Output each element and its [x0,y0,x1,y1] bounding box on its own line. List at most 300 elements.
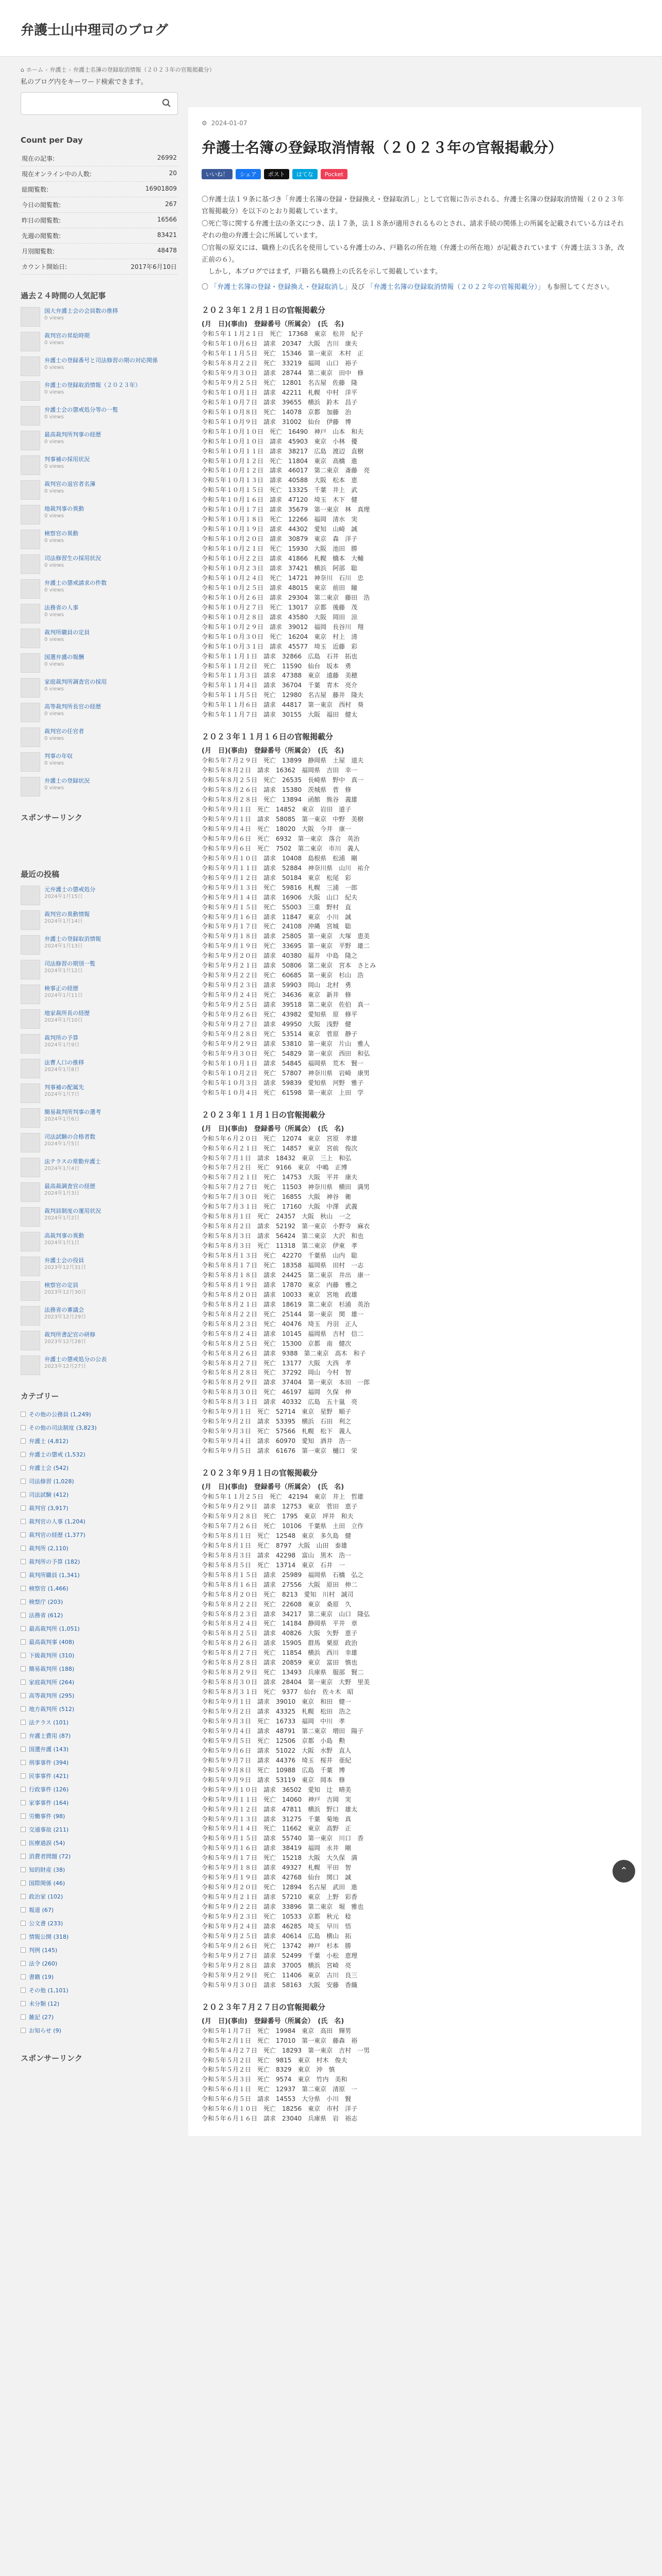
breadcrumb-category[interactable]: 弁護士 [49,66,67,73]
category-item[interactable] [21,1541,178,1555]
category-checkbox[interactable] [21,1653,26,1658]
category-label[interactable]: 最高裁判事 (408) [29,1639,75,1646]
ranking-thumbnail[interactable] [21,406,40,426]
category-checkbox[interactable] [21,1412,26,1417]
recent-post-item[interactable] [21,935,178,955]
recent-post-link[interactable]: 法曹人口の推移 [44,1059,84,1066]
category-label[interactable]: 雑記 (27) [29,2014,54,2021]
recent-post-thumbnail[interactable] [21,1207,40,1227]
category-item[interactable] [21,1917,178,1930]
category-checkbox[interactable] [21,1519,26,1524]
category-checkbox[interactable] [21,1693,26,1698]
category-label[interactable]: 地方裁判所 (512) [29,1706,75,1713]
recent-post-link[interactable]: 弁護士の登録取消情報 [44,936,101,942]
category-checkbox[interactable] [21,1546,26,1551]
category-checkbox[interactable] [21,1680,26,1685]
recent-post-link[interactable]: 最高裁調査官の経歴 [44,1183,95,1190]
section-header-row: (月 日)(事由) 登録番号（所属会） (氏 名) [202,2017,344,2025]
category-label[interactable]: 書籍 (19) [29,1974,54,1980]
category-item[interactable] [21,1582,178,1595]
category-item[interactable] [21,1448,178,1461]
recent-post-link[interactable]: 裁判員制度の運用状況 [44,1208,101,1214]
recent-post-link[interactable]: 司法修習の期別一覧 [44,960,95,967]
category-item[interactable] [21,1729,178,1742]
recent-post-link[interactable]: 司法試験の合格者数 [44,1133,95,1140]
recent-post-thumbnail[interactable] [21,1059,40,1078]
recent-post-thumbnail[interactable] [21,985,40,1004]
ranking-link[interactable]: 家庭裁判所調査官の採用 [44,679,107,685]
recent-post-link[interactable]: 弁護士会の役員 [44,1257,84,1264]
ranking-link[interactable]: 裁判官の昇給時期 [44,332,90,339]
recent-post-item[interactable] [21,1355,178,1375]
category-checkbox[interactable] [21,1867,26,1872]
ranking-thumbnail[interactable] [21,332,40,351]
category-item[interactable] [21,2024,178,2037]
ranking-item[interactable] [21,307,178,327]
recent-post-item[interactable] [21,1009,178,1029]
ranking-item[interactable] [21,480,178,500]
category-label[interactable]: その他の公務員 (1,249) [29,1411,91,1418]
recent-post-link[interactable]: 弁護士の懲戒処分の公表 [44,1356,107,1363]
category-label[interactable]: 下級裁判所 (310) [29,1652,75,1659]
category-label[interactable]: 家庭裁判所 (264) [29,1679,75,1686]
category-item[interactable] [21,1863,178,1876]
ranking-thumbnail[interactable] [21,727,40,747]
category-checkbox[interactable] [21,1773,26,1778]
category-checkbox[interactable] [21,1666,26,1671]
category-checkbox[interactable] [21,1720,26,1725]
category-label[interactable]: 裁判所 (2,110) [29,1545,69,1552]
ranking-item[interactable] [21,604,178,623]
recent-post-item[interactable] [21,1232,178,1251]
recent-post-thumbnail[interactable] [21,1232,40,1251]
chevron-up-icon: ⌃ [620,1866,628,1876]
category-item[interactable] [21,1595,178,1608]
ranking-link[interactable]: 法務省の人事 [44,604,78,611]
recent-post-thumbnail[interactable] [21,1009,40,1029]
category-checkbox[interactable] [21,1880,26,1886]
ranking-views: 0 views [44,414,64,420]
category-item[interactable] [21,1997,178,2010]
category-item[interactable] [21,1836,178,1850]
category-item[interactable] [21,1434,178,1448]
category-label[interactable]: 法令 (260) [29,1960,58,1967]
ranking-item[interactable] [21,530,178,549]
ranking-item[interactable] [21,332,178,351]
recent-post-thumbnail[interactable] [21,1182,40,1202]
back-to-top-button[interactable] [613,1860,635,1883]
category-item[interactable] [21,1796,178,1809]
recent-post-link[interactable]: 法テラスの常勤弁護士 [44,1158,101,1165]
category-checkbox[interactable] [21,1974,26,1979]
ranking-thumbnail[interactable] [21,455,40,475]
recent-post-thumbnail[interactable] [21,935,40,955]
category-item[interactable] [21,1568,178,1582]
record-row: 令和５年９月２２日 請求 33896 第二東京 堀 雅也 [202,1903,364,1911]
lead-link-1[interactable]: 「弁護士名簿の登録・登録換え・登録取消し」 [210,283,352,291]
ranking-link[interactable]: 判事補の採用状況 [44,456,90,463]
category-checkbox[interactable] [21,1425,26,1430]
hatena-button[interactable]: はてな [292,169,318,179]
category-label[interactable]: 行政事件 (126) [29,1786,69,1793]
ranking-link[interactable]: 弁護士の登録状況 [44,777,90,784]
category-label[interactable]: 司法修習 (1,028) [29,1478,74,1485]
recent-post-thumbnail[interactable] [21,1133,40,1153]
recent-post-item[interactable] [21,1182,178,1202]
category-item[interactable] [21,1475,178,1488]
breadcrumb-home[interactable]: ホーム [26,66,43,73]
ranking-thumbnail[interactable] [21,752,40,772]
category-label[interactable]: 簡易裁判所 (188) [29,1666,75,1672]
ranking-thumbnail[interactable] [21,530,40,549]
recent-post-date: 2024年1月7日 [44,1092,80,1098]
recent-post-item[interactable] [21,1306,178,1326]
recent-post-item[interactable] [21,1083,178,1103]
category-checkbox[interactable] [21,1599,26,1604]
category-checkbox[interactable] [21,1626,26,1631]
category-checkbox[interactable] [21,1613,26,1618]
category-item[interactable] [21,1461,178,1475]
category-checkbox[interactable] [21,1854,26,1859]
category-item[interactable] [21,1930,178,1943]
recent-post-item[interactable] [21,1207,178,1227]
ranking-item[interactable] [21,505,178,524]
ranking-thumbnail[interactable] [21,678,40,698]
recent-post-item[interactable] [21,1257,178,1276]
category-item[interactable] [21,1555,178,1568]
category-label[interactable]: 民事事件 (421) [29,1773,69,1780]
recent-post-date: 2024年1月3日 [44,1191,80,1197]
category-label[interactable]: 知的財産 (38) [29,1867,65,1873]
category-label[interactable]: 法テラス (101) [29,1719,69,1726]
ranking-item[interactable] [21,431,178,450]
ranking-item[interactable] [21,678,178,698]
category-item[interactable] [21,1783,178,1796]
ranking-link[interactable]: 裁判官の任官者 [44,728,84,735]
record-row: 令和５年８月２５日 請求 40826 大阪 矢野 恵子 [202,1630,358,1637]
ranking-thumbnail[interactable] [21,579,40,599]
category-checkbox[interactable] [21,2014,26,2020]
recent-post-link[interactable]: 地家裁所長の経歴 [44,1010,90,1016]
recent-post-item[interactable] [21,1331,178,1350]
category-checkbox[interactable] [21,1492,26,1497]
ranking-item[interactable] [21,703,178,722]
recent-post-thumbnail[interactable] [21,1158,40,1177]
ranking-link[interactable]: 国大弁護士会の会員数の推移 [44,308,118,314]
ranking-link[interactable]: 国選弁護の報酬 [44,654,84,660]
category-label[interactable]: 国選弁護 (143) [29,1746,69,1753]
category-label[interactable]: 公文書 (233) [29,1920,63,1927]
category-item[interactable] [21,1970,178,1984]
recent-post-link[interactable]: 検事正の経歴 [44,985,78,992]
recent-post-link[interactable]: 元弁護士の懲戒処分 [44,886,95,893]
record-row: 令和５年９月２０日 請求 40380 福井 中島 隆之 [202,952,358,960]
recent-post-thumbnail[interactable] [21,910,40,930]
recent-post-thumbnail[interactable] [21,1281,40,1301]
x-post-button[interactable]: ポスト [264,169,289,179]
category-label[interactable]: 最高裁判所 (1,051) [29,1625,80,1632]
ranking-text [44,332,90,351]
category-item[interactable] [21,1608,178,1622]
ranking-link[interactable]: 最高裁判所判事の経歴 [44,431,101,438]
lead-link-2[interactable]: 「弁護士名簿の登録取消情報（２０２２年の官報掲載分）」 [367,283,544,291]
recent-post-item[interactable] [21,1281,178,1301]
recent-post-item[interactable] [21,1158,178,1177]
category-checkbox[interactable] [21,1733,26,1738]
category-item[interactable] [21,1943,178,1957]
category-checkbox[interactable] [21,1479,26,1484]
ranking-thumbnail[interactable] [21,777,40,796]
ranking-item[interactable] [21,579,178,599]
category-label[interactable]: 裁判所の予算 (182) [29,1558,80,1565]
recent-post-link[interactable]: 裁判所の予算 [44,1035,78,1041]
category-checkbox[interactable] [21,1465,26,1470]
category-checkbox[interactable] [21,1639,26,1645]
search-input[interactable] [21,92,178,115]
category-checkbox[interactable] [21,1505,26,1511]
recent-post-link[interactable]: 高裁判事の異動 [44,1232,84,1239]
category-item[interactable] [21,1501,178,1515]
category-checkbox[interactable] [21,2028,26,2033]
ranking-thumbnail[interactable] [21,381,40,401]
category-item[interactable] [21,1635,178,1649]
ranking-thumbnail[interactable] [21,357,40,376]
recent-post-date: 2024年1月4日 [44,1166,80,1172]
record-row: 令和５年９月３日 死亡 16733 福岡 中川 孝 [202,1717,345,1725]
category-item[interactable] [21,1876,178,1890]
facebook-like-button[interactable]: いいね！ [202,169,233,179]
category-label[interactable]: 弁護士費用 (87) [29,1733,71,1739]
category-checkbox[interactable] [21,1961,26,1966]
recent-post-thumbnail[interactable] [21,1306,40,1326]
count-label: 現在の記事: [22,155,55,162]
category-checkbox[interactable] [21,1907,26,1912]
post-title: 弁護士名簿の登録取消情報（２０２３年の官報掲載分） [202,139,563,156]
ranking-thumbnail[interactable] [21,505,40,524]
breadcrumb-separator: › [45,66,48,73]
recent-post-thumbnail[interactable] [21,886,40,905]
category-item[interactable] [21,1890,178,1903]
recent-post-thumbnail[interactable] [21,1257,40,1276]
category-checkbox[interactable] [21,1827,26,1832]
category-item[interactable] [21,1421,178,1434]
category-item[interactable] [21,1675,178,1689]
count-label: 先週の閲覧数: [22,232,61,240]
facebook-share-button[interactable]: シェア [236,169,261,179]
ranking-item[interactable] [21,653,178,673]
record-row: 令和５年８月１日 死亡 8797 大阪 山田 泰雄 [202,1541,347,1549]
category-checkbox[interactable] [21,1706,26,1711]
category-label[interactable]: 消費者問題 (72) [29,1853,71,1860]
ranking-thumbnail[interactable] [21,307,40,327]
category-item[interactable] [21,1823,178,1836]
recent-post-link[interactable]: 簡易裁判所判事の選考 [44,1109,101,1115]
recent-post-item[interactable] [21,1133,178,1153]
category-checkbox[interactable] [21,2001,26,2006]
site-title[interactable]: 弁護士山中理司のブログ [21,23,169,38]
category-item[interactable] [21,1742,178,1756]
category-label[interactable]: その他の司法制度 (3,823) [29,1425,97,1431]
category-item[interactable] [21,1515,178,1528]
category-checkbox[interactable] [21,1532,26,1537]
ranking-thumbnail[interactable] [21,604,40,623]
category-checkbox[interactable] [21,1988,26,1993]
ranking-link[interactable]: 司法修習生の採用状況 [44,555,101,562]
category-label[interactable]: 労働事件 (98) [29,1813,65,1820]
recent-post-thumbnail[interactable] [21,1355,40,1375]
category-label[interactable]: 国際関係 (46) [29,1880,65,1887]
category-checkbox[interactable] [21,1438,26,1444]
category-label[interactable]: 裁判官の人事 (1,204) [29,1518,86,1525]
ranking-item[interactable] [21,455,178,475]
category-label[interactable]: 家事事件 (164) [29,1800,69,1806]
category-item[interactable] [21,1649,178,1662]
category-checkbox[interactable] [21,1559,26,1564]
category-label[interactable]: 交通事故 (211) [29,1826,69,1833]
recent-post-link[interactable]: 法務省の審議会 [44,1307,84,1313]
category-item[interactable] [21,1689,178,1702]
recent-post-thumbnail[interactable] [21,1108,40,1128]
category-item[interactable] [21,1408,178,1421]
category-label[interactable]: 検察庁 (203) [29,1599,63,1605]
ranking-thumbnail[interactable] [21,431,40,450]
recent-post-item[interactable] [21,910,178,930]
category-item[interactable] [21,1809,178,1823]
category-label[interactable]: 裁判官 (3,917) [29,1505,69,1512]
ranking-item[interactable] [21,777,178,796]
ranking-item[interactable] [21,727,178,747]
ranking-item[interactable] [21,629,178,648]
category-checkbox[interactable] [21,1814,26,1819]
category-item[interactable] [21,2010,178,2024]
ranking-link[interactable]: 弁護士の登録取消情報（２０２３年） [44,382,141,388]
search-button[interactable] [158,95,175,112]
category-checkbox[interactable] [21,1921,26,1926]
category-item[interactable] [21,1716,178,1729]
category-label[interactable]: 弁護士会 (542) [29,1465,69,1471]
recent-post-thumbnail[interactable] [21,1331,40,1350]
settings-icon: ⚙ [202,120,207,127]
ranking-item[interactable] [21,554,178,574]
recent-post-item[interactable] [21,960,178,979]
recent-post-text [44,1059,84,1078]
pocket-button[interactable]: Pocket [321,169,347,179]
category-checkbox[interactable] [21,1586,26,1591]
recent-post-thumbnail[interactable] [21,960,40,979]
category-label[interactable]: お知らせ (9) [29,2027,61,2034]
category-label[interactable]: 裁判所職員 (1,341) [29,1572,80,1579]
category-checkbox[interactable] [21,1840,26,1845]
record-row: 令和５年９月１２日 請求 47811 横浜 野口 雄太 [202,1805,358,1813]
category-label[interactable]: 司法試験 (412) [29,1492,69,1498]
category-checkbox[interactable] [21,1452,26,1457]
category-item[interactable] [21,1957,178,1970]
category-checkbox[interactable] [21,1760,26,1765]
ranking-thumbnail[interactable] [21,653,40,673]
recent-post-link[interactable]: 裁判所書記官の研修 [44,1331,95,1338]
recent-post-link[interactable]: 判事補の配属先 [44,1084,84,1091]
category-label[interactable]: 高等裁判所 (295) [29,1692,75,1699]
category-item[interactable] [21,1488,178,1501]
category-label[interactable]: その他 (1,101) [29,1987,69,1994]
category-checkbox[interactable] [21,1800,26,1805]
category-label[interactable]: 弁護士 (4,812) [29,1438,69,1445]
ranking-thumbnail[interactable] [21,703,40,722]
category-label[interactable]: 刑事事件 (394) [29,1759,69,1766]
category-label[interactable]: 検察官 (1,466) [29,1585,69,1592]
category-checkbox[interactable] [21,1787,26,1792]
ranking-link[interactable]: 地裁判事の異動 [44,505,84,512]
category-item[interactable] [21,1850,178,1863]
ranking-thumbnail[interactable] [21,480,40,500]
category-item[interactable] [21,1903,178,1917]
recent-post-item[interactable] [21,1108,178,1128]
category-label[interactable]: 医療過誤 (54) [29,1840,65,1846]
category-item[interactable] [21,1702,178,1716]
ranking-link[interactable]: 検察官の異動 [44,530,78,537]
category-checkbox[interactable] [21,1934,26,1939]
ranking-link[interactable]: 弁護士の懲戒請求の件数 [44,580,107,586]
ranking-item[interactable] [21,381,178,401]
category-checkbox[interactable] [21,1894,26,1899]
recent-post-item[interactable] [21,985,178,1004]
category-label[interactable]: 裁判官の経歴 (1,377) [29,1532,86,1538]
search-widget-title: 私のブログ内をキーワード検索できます。 [21,78,147,86]
ranking-link[interactable]: 裁判所職員の定員 [44,629,90,636]
category-item[interactable] [21,1662,178,1675]
category-item[interactable] [21,1984,178,1997]
recent-post-thumbnail[interactable] [21,1034,40,1054]
category-item[interactable] [21,1769,178,1783]
ranking-link[interactable]: 高等裁判所長官の経歴 [44,703,101,710]
category-checkbox[interactable] [21,1747,26,1752]
record-row: 令和５年８月２９日 請求 37404 第一東京 本田 一郎 [202,1379,370,1386]
ranking-item[interactable] [21,406,178,426]
category-label[interactable]: 政治家 (102) [29,1893,63,1900]
category-checkbox[interactable] [21,1947,26,1953]
ranking-link[interactable]: 弁護士の登録番号と司法修習の期の対応関係 [44,357,158,364]
category-item[interactable] [21,1622,178,1635]
recent-post-link[interactable]: 裁判官の異動情報 [44,911,90,918]
category-label[interactable]: 弁護士の懲戒 (1,532) [29,1451,86,1458]
record-row: 令和５年７月２９日 死亡 13899 静岡県 土屋 道夫 [202,757,364,765]
ranking-item[interactable] [21,357,178,376]
category-label[interactable]: 未分類 (12) [29,2001,60,2007]
category-label[interactable]: 報道 (67) [29,1907,54,1913]
category-label[interactable]: 法務省 (612) [29,1612,63,1619]
ranking-link[interactable]: 弁護士会の懲戒処分等の一覧 [44,406,118,413]
category-item[interactable] [21,1528,178,1541]
record-row: 令和５年９月１５日 死亡 55003 三重 野村 直 [202,903,352,911]
ranking-link[interactable]: 判事の年収 [44,753,73,759]
category-item[interactable] [21,1756,178,1769]
ranking-thumbnail[interactable] [21,629,40,648]
ranking-link[interactable]: 裁判官の退官者名簿 [44,481,95,487]
category-label[interactable]: 判例 (145) [29,1947,58,1954]
home-icon[interactable]: ⌂ [21,66,24,73]
recent-post-item[interactable] [21,1034,178,1054]
recent-post-thumbnail[interactable] [21,1083,40,1103]
ranking-item[interactable] [21,752,178,772]
category-checkbox[interactable] [21,1572,26,1578]
category-label[interactable]: 情報公開 (318) [29,1934,69,1940]
ranking-thumbnail[interactable] [21,554,40,574]
recent-post-item[interactable] [21,1059,178,1078]
recent-post-link[interactable]: 検察官の定員 [44,1282,78,1289]
recent-post-item[interactable] [21,886,178,905]
section-header-row: (月 日)(事由) 登録番号（所属会） (氏 名) [202,1125,344,1133]
record-row: 令和５年８月２４日 死亡 14184 静岡県 平井 章 [202,1620,358,1628]
